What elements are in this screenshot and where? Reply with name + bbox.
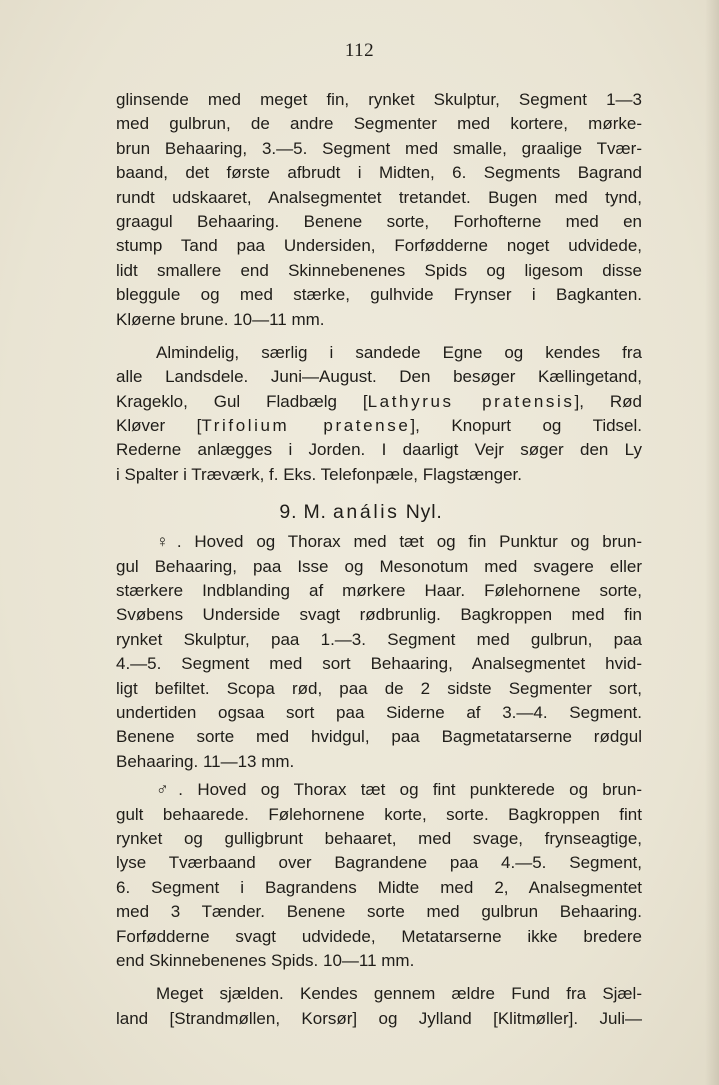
text-line: stump Tand paa Undersiden, Forfødderne noget udvidede, xyxy=(116,236,642,256)
text-line xyxy=(116,778,642,802)
text-line: 4.—5. Segment med sort Behaaring, Analsegmentet hvid- xyxy=(116,654,642,674)
text-line: undertiden ogsaa sort paa Siderne af 3.—4. Segment. xyxy=(116,702,642,722)
text-line: Kløerne brune. 10—11 mm. xyxy=(116,309,325,329)
text-line: Benene sorte med hvidgul, paa Bagmetatarserne rødgul xyxy=(116,727,642,747)
text-line: gult behaarede. Følehornene korte, sorte. Bagkroppen fint xyxy=(116,804,642,824)
text-line: lyse Tværbaand over Bagrandene paa 4.—5. Segment, xyxy=(116,853,642,873)
text-line: rundt udskaaret, Analsegmentet tretandet. Bugen med tynd, xyxy=(116,187,642,207)
species-heading xyxy=(116,496,642,528)
text-line: med 3 Tænder. Benene sorte med gulbrun Behaaring. xyxy=(116,902,642,922)
text-line: alle Landsdele. Juni—August. Den besøger Kællingetand, xyxy=(116,367,642,387)
text-line: Svøbens Underside svagt rødbrunlig. Bagkroppen med fin xyxy=(116,605,642,625)
text-line: brun Behaaring, 3.—5. Segment med smalle, graalige Tvær- xyxy=(116,138,642,158)
species-author: Nyl. xyxy=(405,501,443,524)
text-line: gul Behaaring, paa Isse og Mesonotum med svagere eller xyxy=(116,556,642,576)
text-line: med gulbrun, de andre Segmenter med kortere, mørke- xyxy=(116,114,642,134)
text-line: Rederne anlægges i Jorden. I daarligt Vejr søger den Ly xyxy=(116,440,642,460)
species-number: 9. M. xyxy=(279,501,327,524)
text-line: glinsende med meget fin, rynket Skulptur, Segment 1—3 xyxy=(116,90,642,109)
paragraph-female xyxy=(116,530,642,774)
male-symbol: ♂. xyxy=(156,780,184,800)
text-line: end Skinnebenenes Spids. 10—11 mm. xyxy=(116,950,415,970)
latin-name: Trifolium pratense xyxy=(201,416,411,436)
text-line: bleggule og med stærke, gulhvide Frynser i Bagkanten. xyxy=(116,285,642,305)
text-run: ], Knopurt og Tidsel. xyxy=(410,416,643,436)
page-body xyxy=(116,88,642,1031)
text-line: baand, det første afbrudt i Midten, 6. Segments Bagrand xyxy=(116,163,642,183)
text-line: land [Strandmøllen, Korsør] og Jylland [Klitmøller]. Juli— xyxy=(116,1008,642,1028)
text-run: Kløver [ xyxy=(116,416,202,436)
paragraph-rarity xyxy=(116,982,642,1031)
text-line: i Spalter i Træværk, f. Eks. Telefonpæle, Flagstænger. xyxy=(116,464,522,484)
text-line: Forfødderne svagt udvidede, Metatarserne ikke bredere xyxy=(116,926,642,946)
paragraph-distribution xyxy=(116,341,642,487)
text-line xyxy=(116,530,642,554)
text-line: rynket Skulptur, paa 1.—3. Segment med gulbrun, paa xyxy=(116,629,642,649)
paragraph-male xyxy=(116,778,642,973)
text-line: Behaaring. 11—13 mm. xyxy=(116,751,295,771)
text-line xyxy=(116,414,642,438)
text-line: lidt smallere end Skinnebenenes Spids og ligesom disse xyxy=(116,260,642,280)
page-edge-shadow xyxy=(705,0,719,1085)
paragraph-description-continued xyxy=(116,88,642,332)
text-line: rynket og gulligbrunt behaaret, med svage, frynseagtige, xyxy=(116,828,642,848)
female-symbol: ♀. xyxy=(156,532,182,552)
text-run: Krageklo, Gul Fladbælg [ xyxy=(116,391,368,411)
latin-name: Lathyrus pratensis xyxy=(367,391,575,411)
text-line: Meget sjælden. Kendes gennem ældre Fund fra Sjæl- xyxy=(156,984,642,1004)
text-run: Hoved og Thorax tæt og fint punkterede og brun- xyxy=(197,780,642,800)
text-line: ligt befiltet. Scopa rød, paa de 2 sidste Segmenter sort, xyxy=(116,678,642,698)
text-line: graagul Behaaring. Benene sorte, Forhofterne med en xyxy=(116,211,642,231)
text-run: Hoved og Thorax med tæt og fin Punktur og brun- xyxy=(194,532,642,552)
text-run: ], Rød xyxy=(574,391,642,411)
text-line: 6. Segment i Bagrandens Midte med 2, Analsegmentet xyxy=(116,877,642,897)
species-name: anális xyxy=(332,501,400,524)
text-line: stærkere Indblanding af mørkere Haar. Følehornene sorte, xyxy=(116,581,642,601)
page-number: 112 xyxy=(344,40,375,61)
text-line xyxy=(116,390,642,414)
text-line: Almindelig, særlig i sandede Egne og kendes fra xyxy=(156,342,642,362)
